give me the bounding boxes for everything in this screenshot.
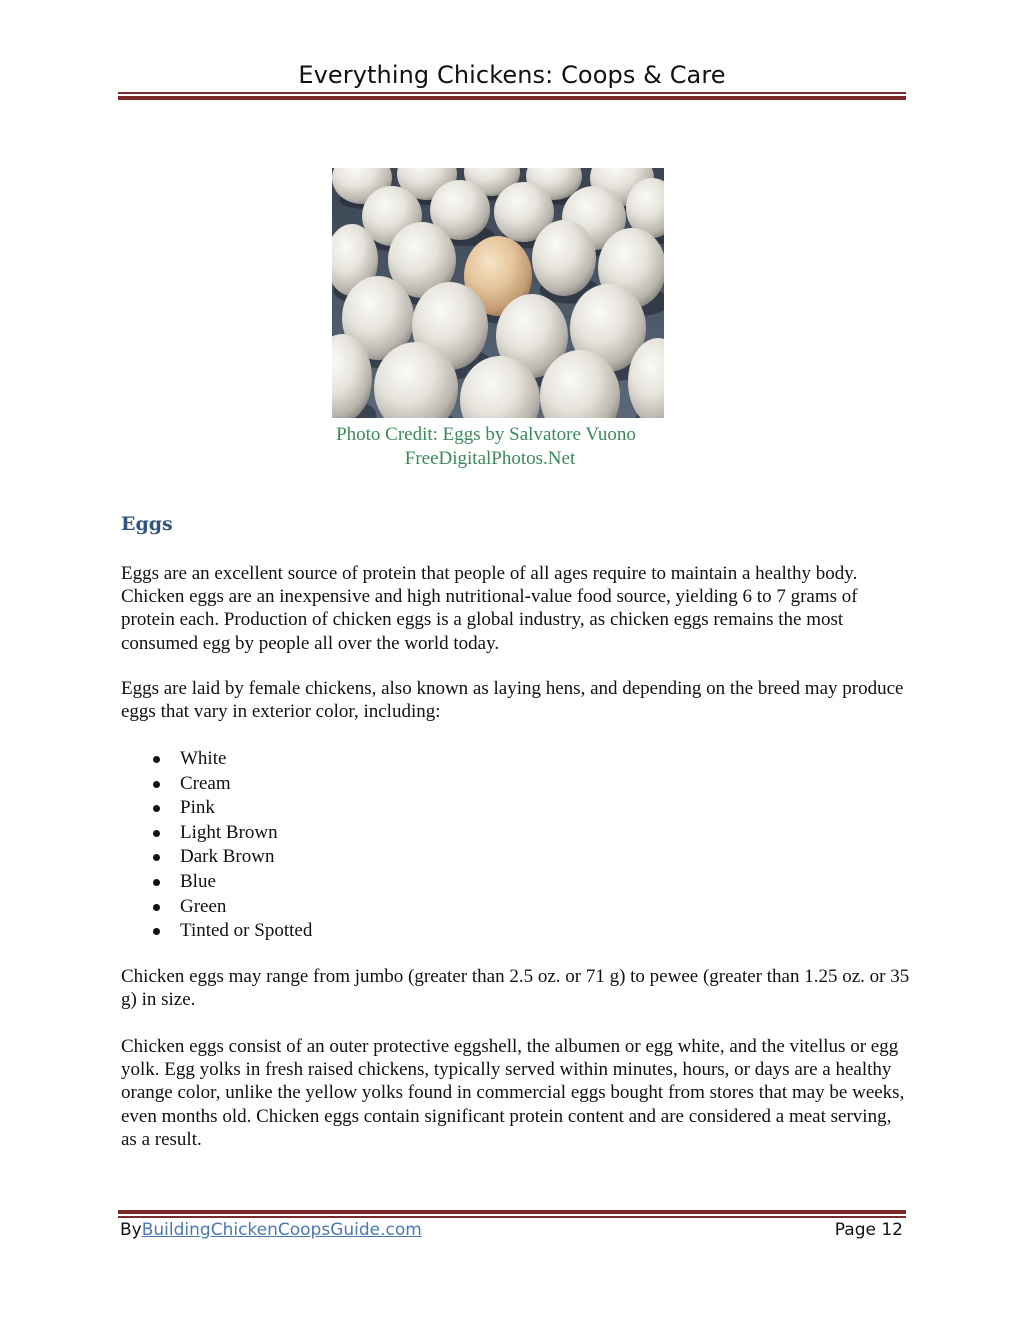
- footer-by: By: [120, 1220, 142, 1240]
- egg-colors-list: [150, 747, 312, 944]
- footer-site-link[interactable]: BuildingChickenCoopsGuide.com: [141, 1220, 422, 1240]
- list-item: Blue: [150, 870, 312, 895]
- paragraph-sizes: Chicken eggs may range from jumbo (greater than 2.5 oz. or 71 g) to pewee (greater than 1.25 oz. or 35 g) in size.: [121, 966, 910, 1011]
- section-heading: Eggs: [121, 513, 173, 535]
- page-number: Page 12: [834, 1220, 903, 1240]
- paragraph-intro: Eggs are an excellent source of protein that people of all ages require to maintain a healthy body. Chicken eggs are an inexpensive and high nutritional-value food source, yielding 6 to 7 grams of protein each. Production of chicken eggs is a global industry, as chicken eggs remains the most consumed egg by people all over the world today.: [121, 563, 858, 654]
- paragraph-colors-intro: Eggs are laid by female chickens, also known as laying hens, and depending on the breed may produce eggs that vary in exterior color, including:: [121, 678, 904, 723]
- list-item: Cream: [150, 772, 312, 797]
- white-egg: [532, 220, 596, 296]
- list-item: White: [150, 747, 312, 772]
- list-item: Tinted or Spotted: [150, 919, 312, 944]
- list-item: Green: [150, 895, 312, 920]
- list-item: Pink: [150, 796, 312, 821]
- list-item: Light Brown: [150, 821, 312, 846]
- page-header-title: Everything Chickens: Coops & Care: [298, 61, 726, 89]
- photo-credit-line: Photo Credit: Eggs by Salvatore Vuono: [336, 424, 636, 445]
- footer-attribution: [120, 1220, 422, 1240]
- header-rule: [118, 92, 906, 100]
- photo-credit-source: FreeDigitalPhotos.Net: [404, 448, 576, 469]
- footer-rule: [118, 1210, 906, 1218]
- eggs-photo: [332, 168, 664, 418]
- list-item: Dark Brown: [150, 845, 312, 870]
- paragraph-anatomy: Chicken eggs consist of an outer protective eggshell, the albumen or egg white, and the vitellus or egg yolk. Egg yolks in fresh raised chickens, typically served within minutes, hours, or days are a healthy orange color, unlike the yellow yolks found in commercial eggs bought from stores that may be weeks, even months old. Chicken eggs contain significant protein content and are considered a meat serving, as a result.: [121, 1036, 905, 1150]
